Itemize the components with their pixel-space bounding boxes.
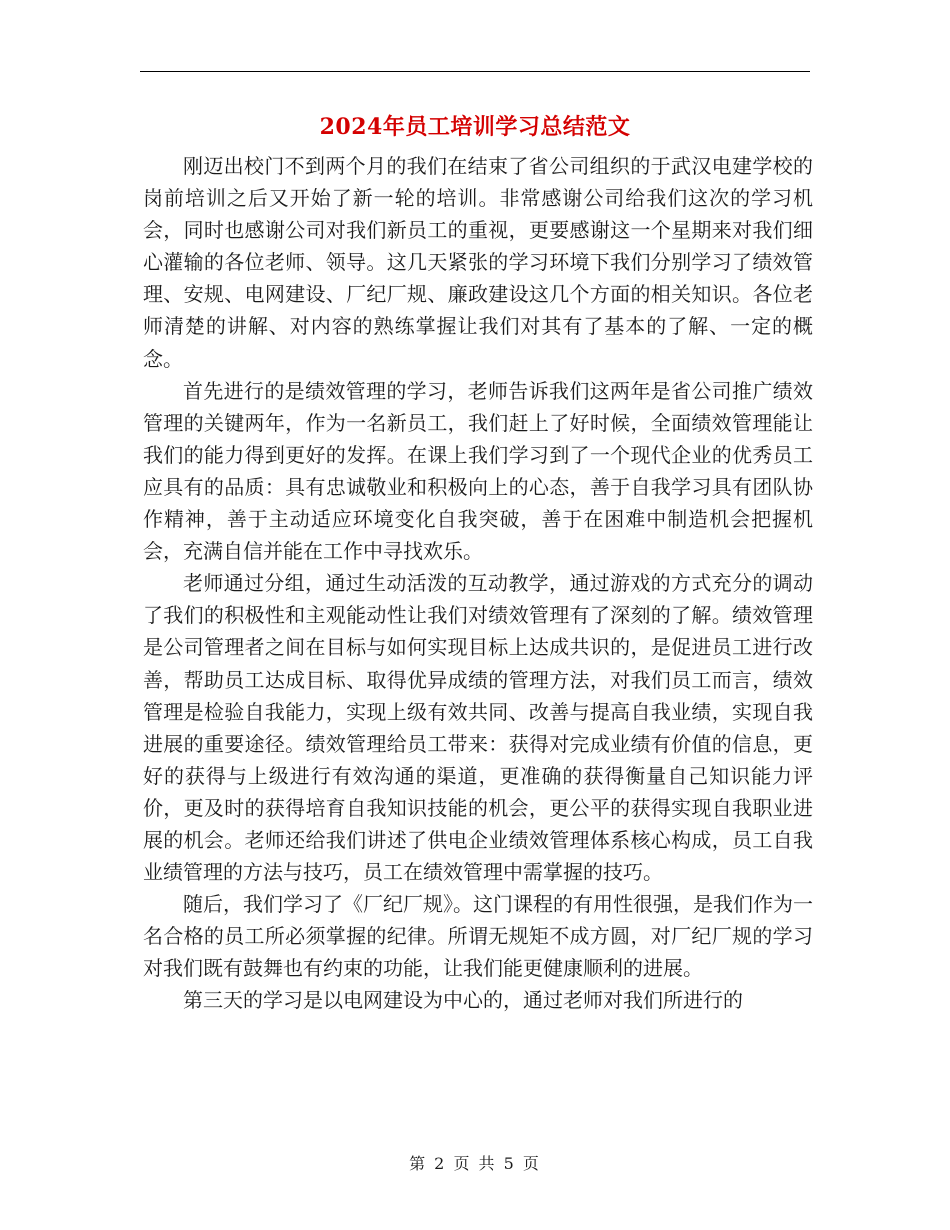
paragraph: 老师通过分组，通过生动活泼的互动教学，通过游戏的方式充分的调动了我们的积极性和主观能动性让我们对绩效管理有了深刻的了解。绩效管理是公司管理者之间在目标与如何实现目标上达成共识的，是促进员工进行改善，帮助员工达成目标、取得优异成绩的管理方法，对我们员工而言，绩效管理是检验自我能力，实现上级有效共同、改善与提高自我业绩，实现自我进展的重要途径。绩效管理给员工带来：获得对完成业绩有价值的信息，更好的获得与上级进行有效沟通的渠道，更准确的获得衡量自己知识能力评价，更及时的获得培育自我知识技能的机会，更公平的获得实现自我职业进展的机会。老师还给我们讲述了供电企业绩效管理体系核心构成，员工自我业绩管理的方法与技巧，员工在绩效管理中需掌握的技巧。: [143, 571, 813, 885]
paragraph: 随后，我们学习了《厂纪厂规》。这门课程的有用性很强，是我们作为一名合格的员工所必须掌握的纪律。所谓无规矩不成方圆，对厂纪厂规的学习对我们既有鼓舞也有约束的功能，让我们能更健康顺利的进展。: [143, 892, 813, 981]
document-title: 2024年员工培训学习总结范文: [319, 114, 631, 140]
paragraph: 刚迈出校门不到两个月的我们在结束了省公司组织的于武汉电建学校的岗前培训之后又开始了新一轮的培训。非常感谢公司给我们这次的学习机会，同时也感谢公司对我们新员工的重视，更要感谢这一个星期来对我们细心灌输的各位老师、领导。这几天紧张的学习环境下我们分别学习了绩效管理、安规、电网建设、厂纪厂规、廉政建设这几个方面的相关知识。各位老师清楚的讲解、对内容的熟练掌握让我们对其有了基本的了解、一定的概念。: [143, 154, 813, 371]
document-body: [143, 150, 813, 1017]
paragraph: 第三天的学习是以电网建设为中心的，通过老师对我们所进行的: [183, 988, 743, 1013]
page-number-footer: 第 2 页 共 5 页: [409, 1154, 541, 1173]
paragraph: 首先进行的是绩效管理的学习，老师告诉我们这两年是省公司推广绩效管理的关键两年，作为一名新员工，我们赶上了好时候，全面绩效管理能让我们的能力得到更好的发挥。在课上我们学习到了一个现代企业的优秀员工应具有的品质：具有忠诚敬业和积极向上的心态，善于自我学习具有团队协作精神，善于主动适应环境变化自我突破，善于在困难中制造机会把握机会，充满自信并能在工作中寻找欢乐。: [143, 378, 813, 564]
header-rule: [140, 71, 810, 72]
